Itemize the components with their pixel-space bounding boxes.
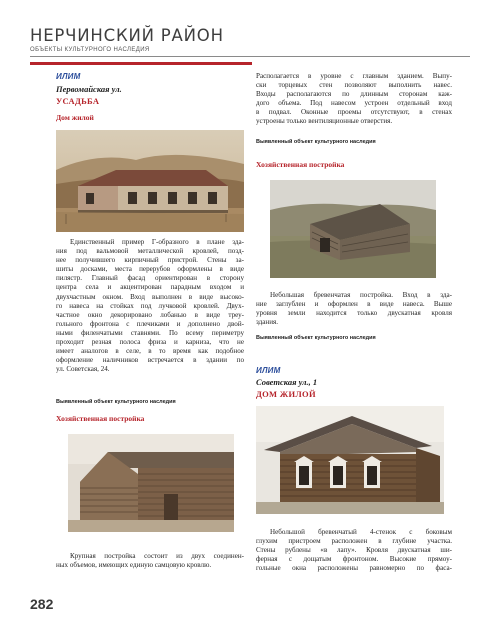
outbuilding-heading: Хозяйственная постройка — [56, 414, 145, 423]
header-divider — [30, 56, 470, 57]
outbuilding-heading: Хозяйственная постройка — [256, 160, 345, 169]
street-name: Первомайская ул. — [56, 84, 122, 94]
house-photo — [56, 130, 244, 232]
barn-photo — [68, 434, 234, 532]
page-number: 282 — [30, 596, 54, 612]
place-name: ИЛИМ — [56, 72, 81, 81]
section-subtitle: ОБЪЕКТЫ КУЛЬТУРНОГО НАСЛЕДИЯ — [30, 47, 150, 53]
outbuilding-description: Небольшая бревенчатая постройка. Вход в зда- ние заглублен и оформлен в виде навеса. Выше уровня земли находится только двускатная кровля здания. — [256, 291, 452, 327]
outbuilding-photo — [270, 180, 436, 278]
log-house-photo — [256, 406, 444, 514]
section-title: НЕРЧИНСКИЙ РАЙОН — [30, 26, 224, 45]
house-heading: ДОМ ЖИЛОЙ — [256, 389, 316, 399]
heritage-label: Выявленный объект культурного наследия — [56, 399, 176, 405]
heritage-label: Выявленный объект культурного наследия — [256, 139, 376, 145]
house-description: Единственный пример Г-образного в плане зда- ния под вальмовой металлической кровлей, позд- нее получившего кирпичный пристрой. Стены за- шиты досками, места перерубов оформлены в виде пилястр. Главный фасад ориентирован в сторону центра села и акцентирован парадным входом и двухчастным окном. Вход выполнен в виде высоко- го навеса на стойках под лучковой кровлей. Двух- частное окно декорировано лобанью в виде треу- гольного фронтона с плечиками и дополнено двой- ными филенчатыми ставнями. По всему периметру проходит резная полоса фриза и карниза, что не имеет аналогов в селе, в то время как подобное оформление наличников встречается в здании по ул. Советская, 24. — [56, 238, 244, 374]
outbuilding-description-continued: Располагается в уровне с главным зданием. Выпу- ски торцевых стен позволяют выполнить навес. Входы располагаются по длинным сторонам каж- дого объема. Под навесом устроен отдельный вход в подвал. Оконные проемы отсутствуют, в стенах устроены только вентиляционные отверстия. — [256, 72, 452, 126]
heritage-label: Выявленный объект культурного наследия — [256, 335, 376, 341]
header-accent-bar — [30, 62, 252, 65]
estate-heading: УСАДЬБА — [56, 96, 100, 106]
log-house-description: Небольшой бревенчатый 4-стенок с боковым глухим пристроем расположен в глубине участка. Стены рублены «в лапу». Кровля двускатная ши- ферная с дощатым фронтоном. Высокие прямоу- гольные окна расположены равномерно по фаса- — [256, 528, 452, 573]
house-heading: Дом жилой — [56, 113, 94, 122]
place-name: ИЛИМ — [256, 366, 281, 375]
street-name: Советская ул., 1 — [256, 377, 318, 387]
outbuilding-description: Крупная постройка состоит из двух соединен- ных объемов, имеющих единую самцовую кровлю. — [56, 552, 244, 570]
